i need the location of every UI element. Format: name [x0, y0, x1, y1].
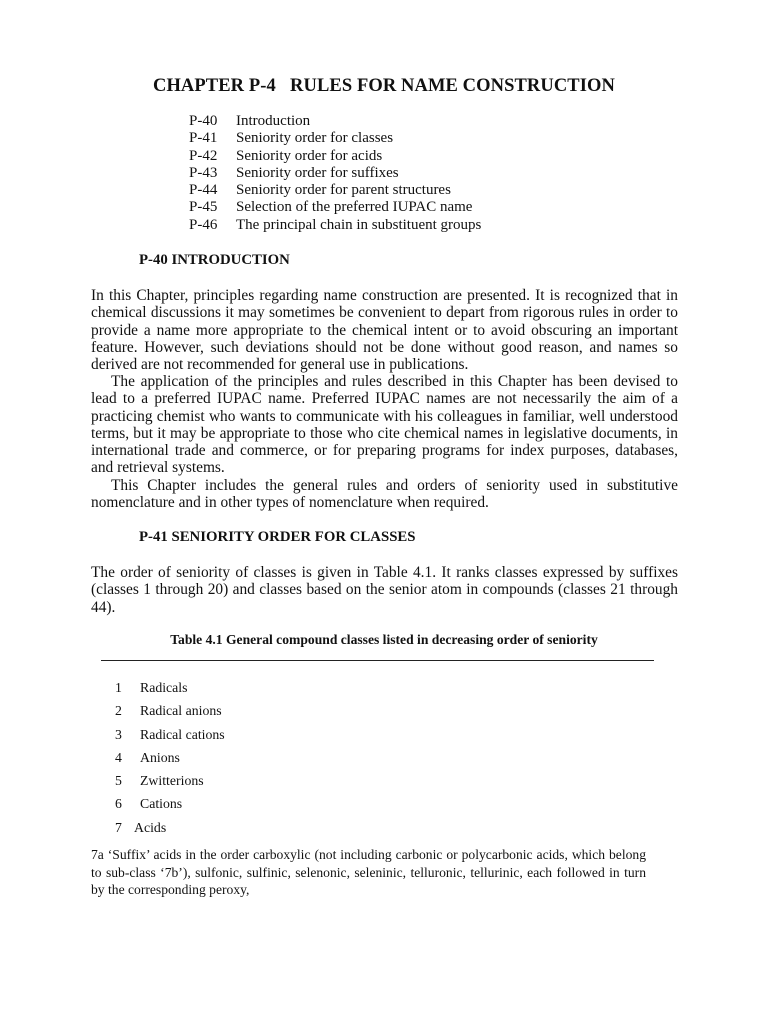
class-list: [115, 680, 225, 843]
toc-entry: [189, 199, 481, 216]
class-name: Acids: [134, 819, 167, 835]
toc-entry: [189, 148, 481, 165]
class-number: 4: [115, 749, 122, 765]
toc-code: P-46: [189, 216, 218, 233]
class-number: 2: [115, 703, 122, 719]
toc-code: P-40: [189, 113, 218, 129]
class-7a-note: 7a ‘Suffix’ acids in the order carboxylic (not including carbonic or polycarbonic acids, which belong to sub-class ‘7b’), sulfonic, sulfinic, selenonic, seleninic, telluronic, tellurinic, each followed in turn by the corresponding peroxy,: [91, 847, 646, 897]
toc-code: P-45: [189, 199, 218, 216]
list-item: [115, 773, 225, 796]
class-name: Anions: [140, 749, 180, 765]
toc-title: Introduction: [236, 113, 311, 129]
intro-paragraph-3: [91, 477, 678, 512]
class-name: Radical cations: [140, 726, 225, 742]
list-item: [115, 680, 225, 703]
toc-title: Seniority order for acids: [236, 147, 383, 164]
toc-code: P-43: [189, 164, 218, 181]
class-number: 5: [115, 773, 122, 789]
list-item: [115, 703, 225, 726]
toc-entry: [189, 113, 481, 130]
toc-code: P-44: [189, 182, 218, 199]
toc-title: Selection of the preferred IUPAC name: [236, 199, 473, 216]
toc-title: The principal chain in substituent groups: [236, 216, 482, 233]
class-name: Radical anions: [140, 703, 222, 719]
chapter-title: CHAPTER P-4 RULES FOR NAME CONSTRUCTION: [152, 76, 615, 96]
class-number: 3: [115, 726, 122, 742]
intro-paragraph-1: In this Chapter, principles regarding name construction are presented. It is recognized that in chemical discussions it may sometimes be convenient to depart from rigorous rules in order to provide a name more appropriate to the chemical intent or to avoid obscuring an important feature. However, such deviations should not be done without good reason, and names so derived are not recommended for general use in publications.: [91, 287, 678, 374]
toc-entry: [189, 182, 481, 199]
seniority-paragraph: The order of seniority of classes is given in Table 4.1. It ranks classes expressed by suffixes (classes 1 through 20) and classes based on the senior atom in compounds (classes 21 through 44).: [91, 564, 678, 616]
class-name: Cations: [140, 796, 183, 812]
toc-code: P-41: [189, 130, 218, 147]
list-item: [115, 796, 225, 819]
class-name: Zwitterions: [140, 773, 204, 789]
intro-paragraph-2: [91, 373, 678, 477]
list-item: [115, 820, 225, 843]
class-name: Radicals: [140, 680, 188, 695]
toc-title: Seniority order for suffixes: [236, 164, 399, 181]
section-heading-seniority: P-41 SENIORITY ORDER FOR CLASSES: [139, 529, 416, 545]
class-number: 7: [115, 819, 122, 835]
toc-title: Seniority order for classes: [236, 130, 394, 147]
toc-entry: [189, 165, 481, 182]
toc-entry: [189, 217, 481, 234]
list-item: [115, 750, 225, 773]
intro-paragraph-2-text: The application of the principles and rules described in this Chapter has been devised to lead to a preferred IUPAC name. Preferred IUPAC names are not necessarily the aim of a practicing chemist who wants to communicate with his colleagues in familiar, well understood terms, but it may be appropriate to those who cite chemical names in legislative documents, in international trade and commerce, or for preparing programs for index purposes, databases, and retrieval systems.: [91, 373, 678, 477]
table-top-rule: [101, 660, 654, 661]
class-number: 6: [115, 796, 122, 812]
list-item: [115, 727, 225, 750]
toc-code: P-42: [189, 147, 218, 164]
table-of-contents: [189, 113, 481, 234]
toc-title: Seniority order for parent structures: [236, 182, 451, 199]
section-heading-introduction: P-40 INTRODUCTION: [139, 252, 290, 268]
class-number: 1: [115, 680, 122, 695]
toc-entry: [189, 130, 481, 147]
intro-paragraph-3-text: This Chapter includes the general rules and orders of seniority used in substitutive nomenclature and in other types of nomenclature when required.: [91, 477, 678, 512]
table-caption: Table 4.1 General compound classes listed in decreasing order of seniority: [170, 632, 598, 647]
